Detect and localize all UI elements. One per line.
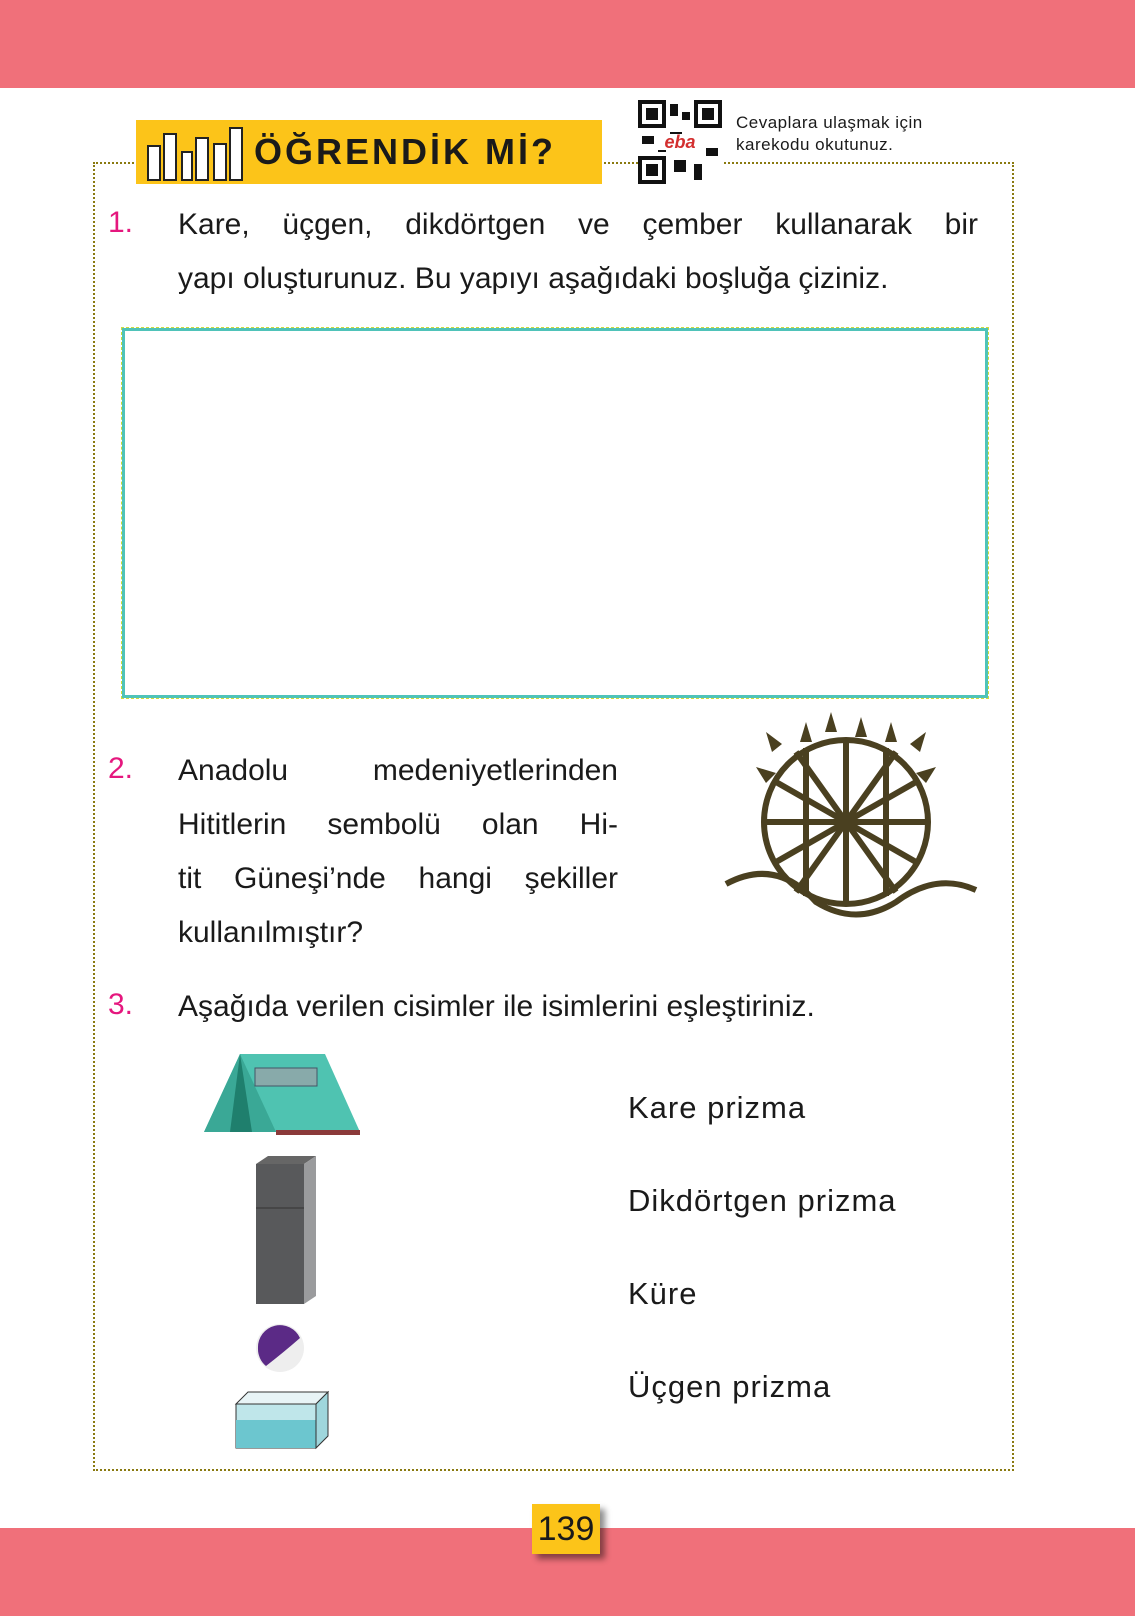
- aquarium-icon: [234, 1390, 330, 1452]
- answer-name: Dikdörtgen prizma: [628, 1183, 897, 1218]
- qr-note: Cevaplara ulaşmak için karekodu okutunuz.: [736, 113, 923, 154]
- answer-name: Üçgen prizma: [628, 1369, 832, 1404]
- question-number: 2.: [108, 752, 134, 785]
- hittite-sun-image: [716, 712, 991, 952]
- answer-name: Küre: [628, 1276, 698, 1311]
- top-band: [0, 0, 1135, 88]
- section-title: ÖĞRENDİK Mİ?: [254, 131, 556, 172]
- fridge-icon: [246, 1156, 316, 1306]
- question-2-line-2: Hititlerin sembolü olan Hi-: [178, 808, 618, 841]
- question-3-text: Aşağıda verilen cisimler ile isimlerini eşleştiriniz.: [178, 990, 815, 1023]
- section-title-banner: [136, 120, 602, 184]
- page-number: 139: [532, 1504, 600, 1554]
- question-2-line-3: tit Güneşi’nde hangi şekiller: [178, 862, 618, 895]
- tent-icon: [200, 1050, 362, 1136]
- question-1-line-2: yapı oluşturunuz. Bu yapıyı aşağıdaki boşluğa çiziniz.: [178, 262, 889, 295]
- question-2-line-4: kullanılmıştır?: [178, 916, 364, 949]
- question-2-line-1: Anadolu medeniyetlerinden: [178, 754, 618, 787]
- drawing-area[interactable]: [122, 328, 988, 698]
- eba-logo: eba: [664, 132, 696, 152]
- qr-code[interactable]: [638, 100, 722, 184]
- question-number: 3.: [108, 988, 134, 1021]
- raised-hands-icon: [144, 124, 244, 182]
- question-1-line-1: Kare, üçgen, dikdörtgen ve çember kullanarak bir: [178, 208, 978, 241]
- question-number: 1.: [108, 206, 134, 239]
- answer-name: Kare prizma: [628, 1090, 807, 1125]
- ball-icon: [254, 1322, 306, 1374]
